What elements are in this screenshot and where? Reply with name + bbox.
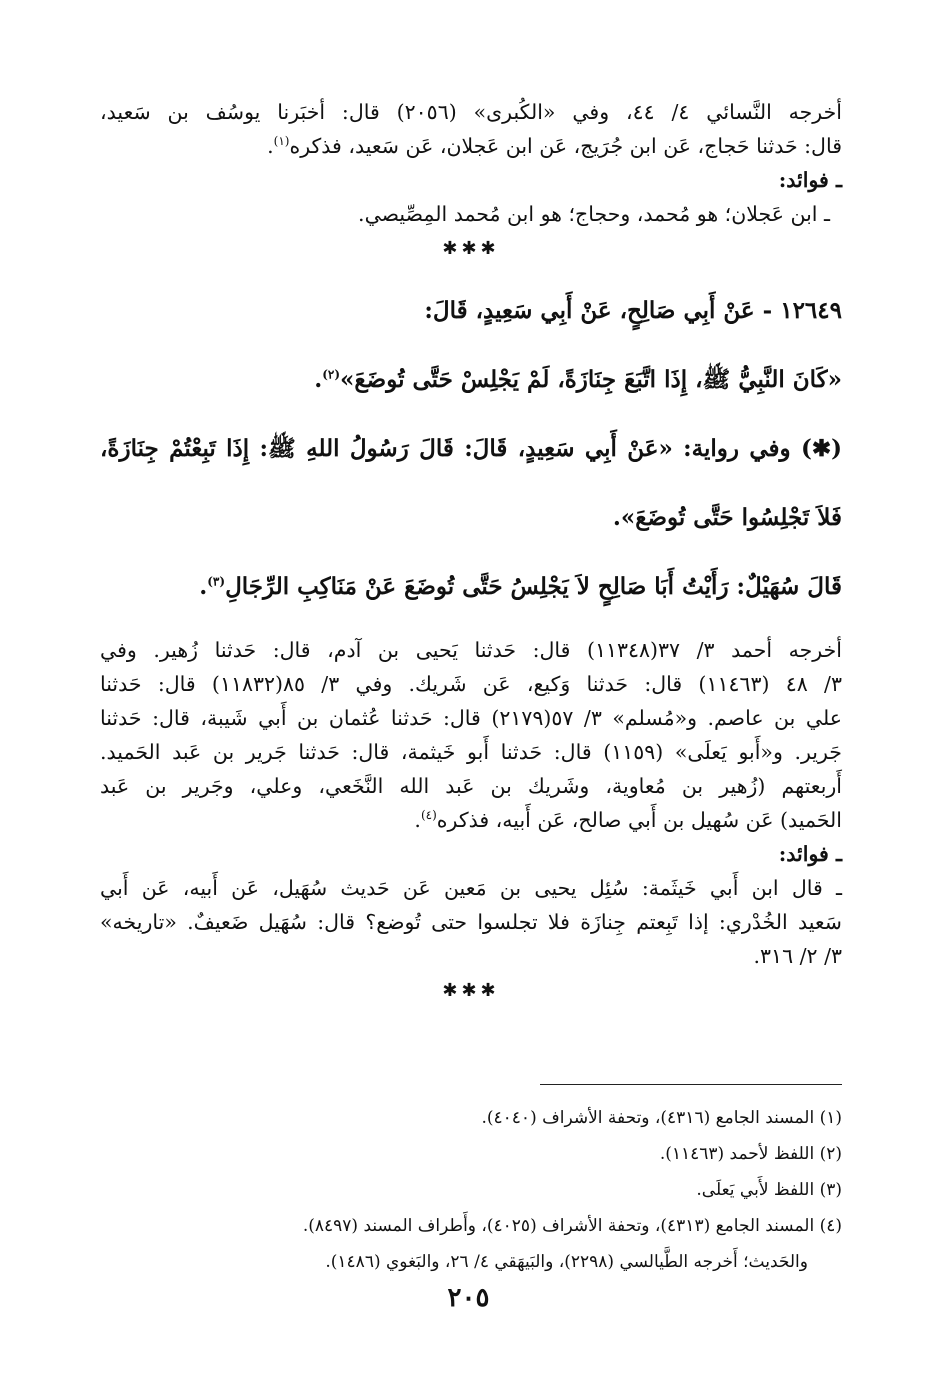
footnote-ref: (١) bbox=[273, 134, 290, 149]
text-line bbox=[100, 803, 842, 837]
text-span: . bbox=[314, 366, 323, 393]
footnote: (٢) اللفظ لأحمد (١١٤٦٣). bbox=[659, 1144, 842, 1164]
section-heading: ـ فوائد: bbox=[778, 842, 842, 866]
separator-stars: ✱✱✱ bbox=[442, 238, 500, 259]
separator-stars: ✱✱✱ bbox=[442, 980, 500, 1001]
footnote: (٣) اللفظ لأَبي يَعلَى. bbox=[696, 1180, 842, 1200]
text-line: سَعيد الخُدْري: إذا تَبِعتم جِنازَة فلا تجلسوا حتى تُوضع؟ قال: سُهَيل ضَعيفٌ. «تاريخه» bbox=[100, 910, 842, 934]
text-line: أخرجه النَّسائي ٤/ ٤٤، وفي «الكُبرى» (٢٠٥٦) قال: أخبَرنا يوسُف بن سَعيد، bbox=[100, 100, 842, 124]
text-line: جَرير. و«أَبو يَعلَى» (١١٥٩) قال: حَدثنا أَبو خَيثمة، قال: حَدثنا جَرير بن عَبد الحَميد. bbox=[100, 740, 842, 764]
footnotes bbox=[150, 1100, 842, 1280]
hadith-text-line bbox=[100, 357, 842, 403]
text-span: قال: حَدثنا حَجاج، عَن ابن جُرَيج، عَن ابن عَجلان، عَن سَعيد، فذكره bbox=[289, 134, 842, 158]
page-number: ٢٠٥ bbox=[447, 1283, 490, 1313]
hadith-text-line: فَلاَ تَجْلِسُوا حَتَّى تُوضَعَ». bbox=[612, 504, 842, 531]
page-body bbox=[100, 95, 842, 1009]
text-span: الحَميد) عَن سُهيل بن أَبي صالح، عَن أَبيه، فذكره bbox=[436, 808, 842, 832]
text-line: ٣/ ٢/ ٣١٦. bbox=[753, 944, 842, 968]
hadith-text-line: (✱) وفي رواية: «عَنْ أَبِي سَعِيدٍ، قَالَ: قَالَ رَسُولُ اللهِ ﷺ: إِذَا تَبِعْتُمْ جِنَازَةً، bbox=[100, 435, 842, 462]
text-span: . bbox=[199, 573, 208, 600]
footnote-ref: (٣) bbox=[207, 574, 226, 589]
text-span: . bbox=[267, 134, 274, 158]
text-line: علي بن عاصم. و«مُسلم» ٣/ ٥٧(٢١٧٩) قال: حَدثنا عُثمان بن أَبي شَيبة، قال: حَدثنا bbox=[100, 706, 842, 730]
text-line: أخرجه أحمد ٣/ ٣٧(١١٣٤٨) قال: حَدثنا يَحيى بن آدم، قال: حَدثنا زُهير. وفي bbox=[100, 638, 842, 662]
text-line: أَربعتهم (زُهير بن مُعاوية، وشَريك بن عَبد الله النَّخَعي، وعلي، وجَرير بن عَبد bbox=[100, 774, 842, 798]
text-line: ـ قال ابن أَبي خَيثَمة: سُئِل يحيى بن مَعين عَن حَديث سُهَيل، عَن أَبيه، عَن أَبي bbox=[100, 876, 842, 900]
text-line: ـ ابن عَجلان؛ هو مُحمد، وحجاج؛ هو ابن مُحمد المِصِّيصي. bbox=[358, 202, 830, 226]
footnote: (٤) المسند الجامع (٤٣١٣)، وتحفة الأشراف (٤٠٢٥)، وأَطراف المسند (٨٤٩٧). bbox=[302, 1216, 842, 1236]
text-line: ٣/ ٤٨ (١١٤٦٣) قال: حَدثنا وَكيع، عَن شَريك. وفي ٣/ ٨٥(١١٨٣٢) قال: حَدثنا bbox=[100, 672, 842, 696]
hadith-number-line: ١٢٦٤٩ - عَنْ أَبِي صَالِحٍ، عَنْ أَبِي سَعِيدٍ، قَالَ: bbox=[424, 297, 842, 324]
footnote: (١) المسند الجامع (٤٣١٦)، وتحفة الأشراف (٤٠٤٠). bbox=[481, 1108, 842, 1128]
text-span: . bbox=[414, 808, 421, 832]
footnote: والحَديث؛ أَخرجه الطَّيالسي (٢٢٩٨)، والبَيهَقي ٤/ ٢٦، والبَغوي (١٤٨٦). bbox=[325, 1252, 808, 1272]
footnote-divider bbox=[540, 1084, 842, 1085]
footnote-ref: (٢) bbox=[322, 367, 341, 382]
section-heading: ـ فوائد: bbox=[778, 168, 842, 192]
text-span: «كَانَ النَّبِيُّ ﷺ، إِذَا اتَّبَعَ جِنَازَةً، لَمْ يَجْلِسْ حَتَّى تُوضَعَ» bbox=[340, 366, 842, 393]
text-span: قَالَ سُهَيْلٌ: رَأَيْتُ أَبَا صَالِحٍ لاَ يَجْلِسُ حَتَّى تُوضَعَ عَنْ مَنَاكِبِ الرِّجَالِ bbox=[225, 573, 842, 600]
footnote-ref: (٤) bbox=[420, 808, 437, 823]
hadith-text-line bbox=[100, 564, 842, 610]
text-line bbox=[100, 129, 842, 163]
